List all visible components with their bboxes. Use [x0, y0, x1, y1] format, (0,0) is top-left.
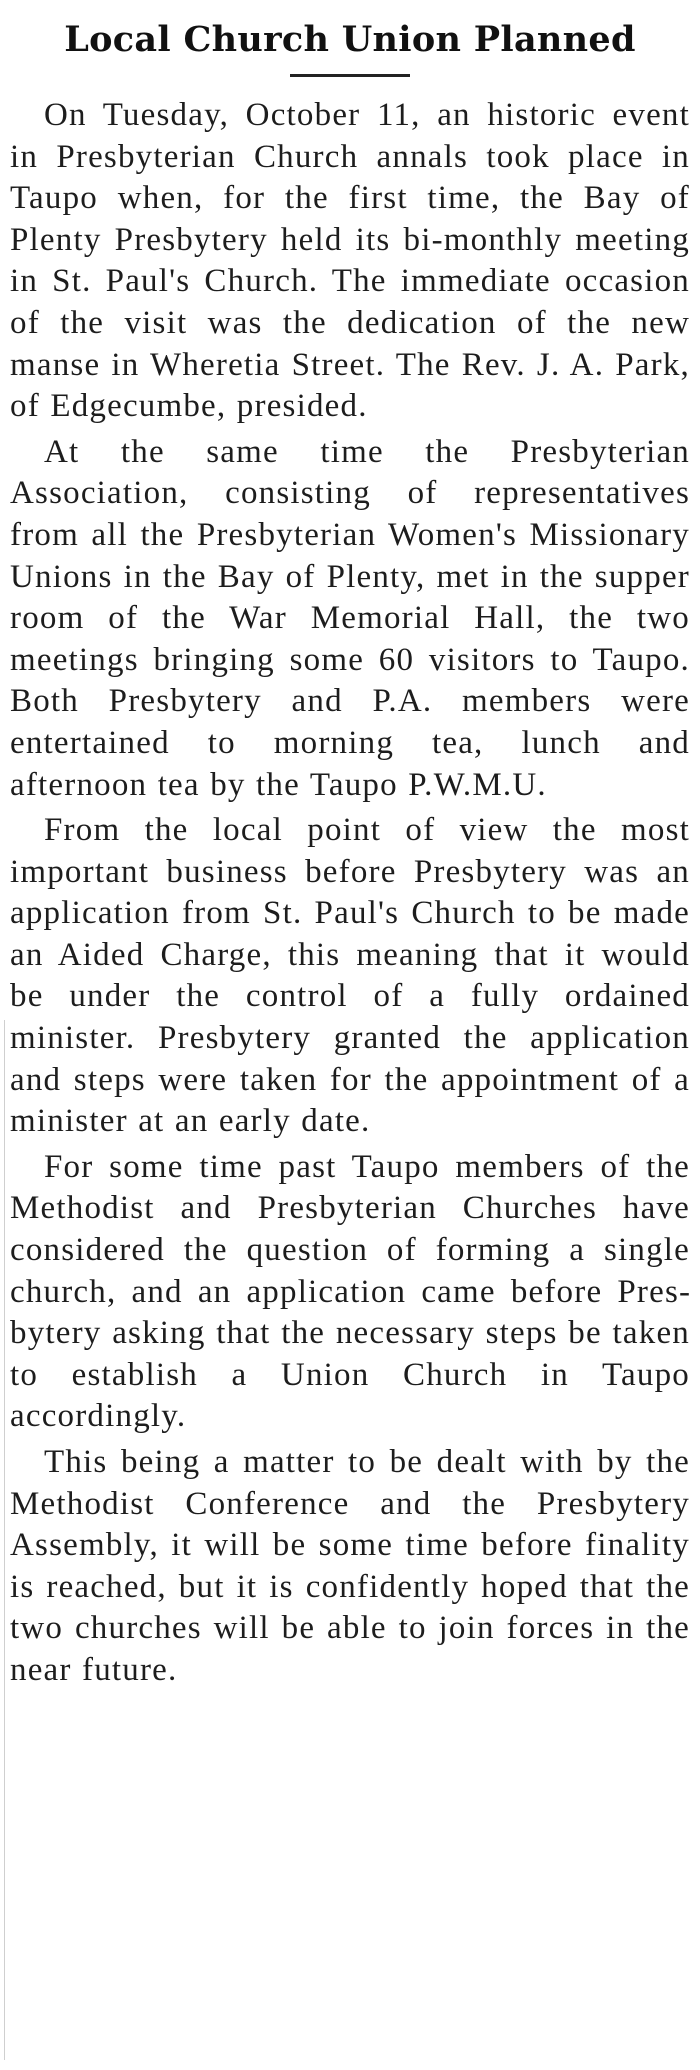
headline-rule: [290, 74, 410, 77]
column-edge-line: [4, 1020, 5, 2060]
article-paragraph-3: From the local point of view the most important business before Presbytery was an application from St. Paul's Church to be made an Aided Charge, this meaning that it would be under the control of a fully ordained minister. Presbytery granted the application and steps were taken for the appointment of a minister at an early date.: [10, 812, 690, 1140]
headline: Local Church Union Planned: [64, 19, 636, 60]
article-paragraph-1: On Tuesday, October 11, an historic event in Presbyterian Church annals took place in Taupo when, for the first time, the Bay of Plenty Presbytery held its bi-monthly meeting in St. Paul's Church. The immediate occasion of the visit was the dedication of the new manse in Wheretia Street. The Rev. J. A. Park, of Edgecumbe, presided.: [10, 97, 690, 425]
article-paragraph-4: For some time past Taupo members of the Methodist and Presbyterian Churches have considered the question of forming a single church, and an application came before Presbytery asking that the necessary steps be taken to establish a Union Church in Taupo accordingly.: [10, 1148, 690, 1435]
article-paragraph-2: At the same time the Presbyterian Association, consisting of representatives from all the Presbyterian Women's Missionary Unions in the Bay of Plenty, met in the supper room of the War Memorial Hall, the two meetings bringing some 60 visitors to Taupo. Both Presbytery and P.A. members were entertained to morning tea, lunch and afternoon tea by the Taupo P.W.M.U.: [10, 433, 690, 803]
newspaper-clipping: [10, 6, 690, 1696]
article-paragraph-5: This being a matter to be dealt with by the Methodist Conference and the Presbytery Assembly, it will be some time before finality is reached, but it is confidently hoped that the two churches will be able to join forces in the near future.: [10, 1444, 690, 1688]
